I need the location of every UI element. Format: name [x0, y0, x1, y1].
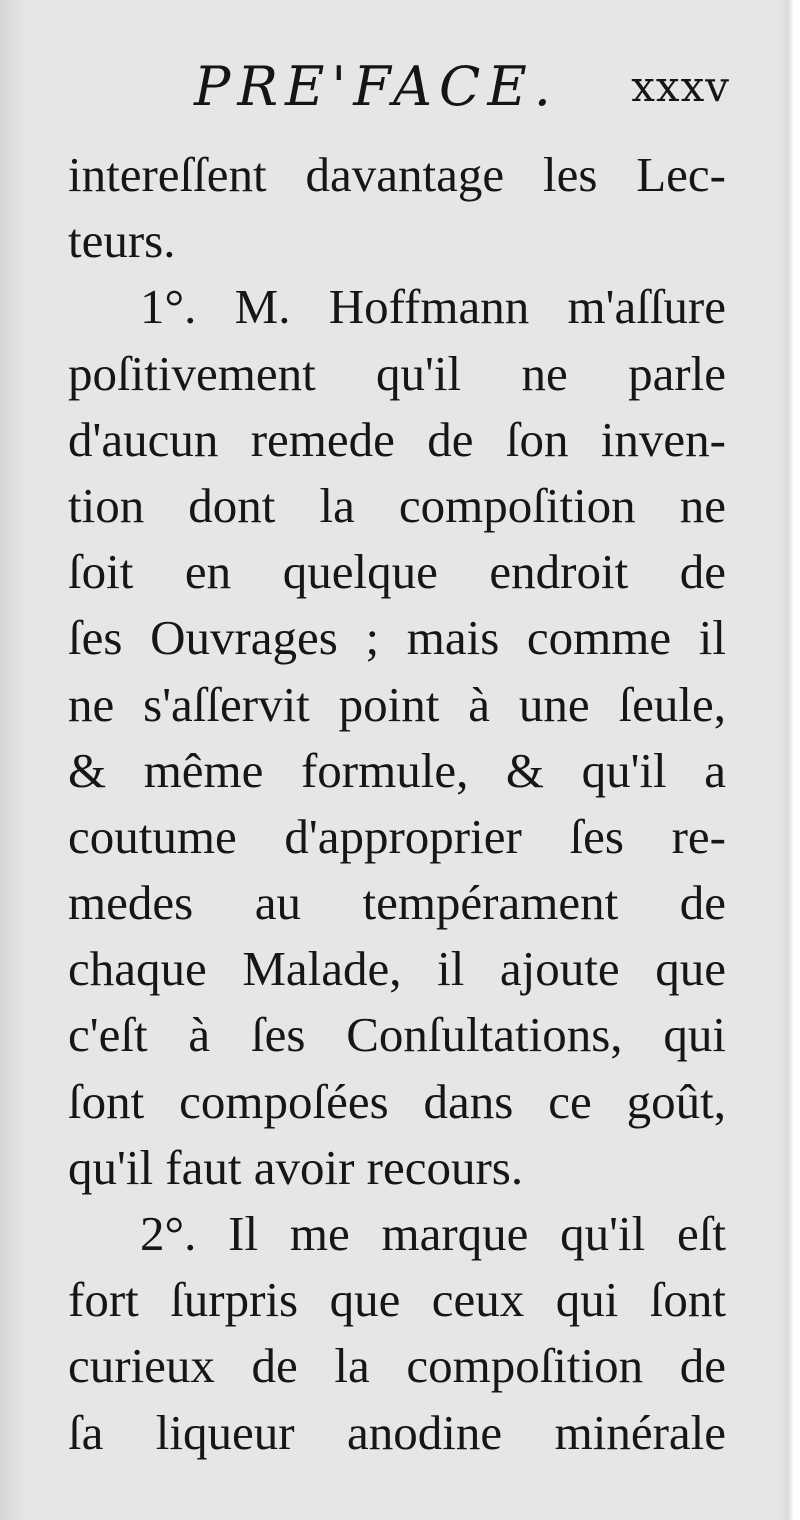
text-line: curieux de la compoſition de — [68, 1338, 726, 1394]
body-text — [68, 142, 726, 1466]
text-line: 1°. M. Hoffmann m'aſſure — [140, 279, 726, 335]
text-line: intereſſent davantage les Lec- — [68, 147, 726, 202]
text-line: & même formule, & qu'il a — [68, 742, 726, 798]
text-line: d'aucun remede de ſon inven- — [68, 411, 726, 467]
text-line: tion dont la compoſition ne — [68, 477, 726, 533]
text-line: ſa liqueur anodine minérale — [68, 1404, 726, 1460]
text-line: qu'il faut avoir recours. — [68, 1139, 524, 1195]
page-number: xxxv — [631, 62, 730, 111]
text-line: teurs. — [68, 213, 176, 269]
page-header — [68, 52, 730, 122]
text-line: ne s'aſſervit point à une ſeule, — [68, 676, 726, 732]
text-line: ſoit en quelque endroit de — [68, 544, 726, 600]
text-line: 2°. Il me marque qu'il eſt — [140, 1206, 726, 1261]
text-line: ſes Ouvrages ; mais comme il — [68, 610, 726, 666]
running-title: PRE'FACE. — [194, 55, 558, 118]
text-line: chaque Malade, il ajoute que — [68, 941, 726, 997]
text-line: fort ſurpris que ceux qui ſont — [68, 1272, 726, 1328]
text-line: ſont compoſées dans ce goût, — [68, 1073, 726, 1129]
text-line: coutume d'approprier ſes re- — [68, 808, 726, 864]
text-line: c'eſt à ſes Conſultations, qui — [68, 1007, 726, 1063]
text-line: poſitivement qu'il ne parle — [68, 345, 726, 401]
text-line: medes au tempérament de — [68, 875, 726, 931]
